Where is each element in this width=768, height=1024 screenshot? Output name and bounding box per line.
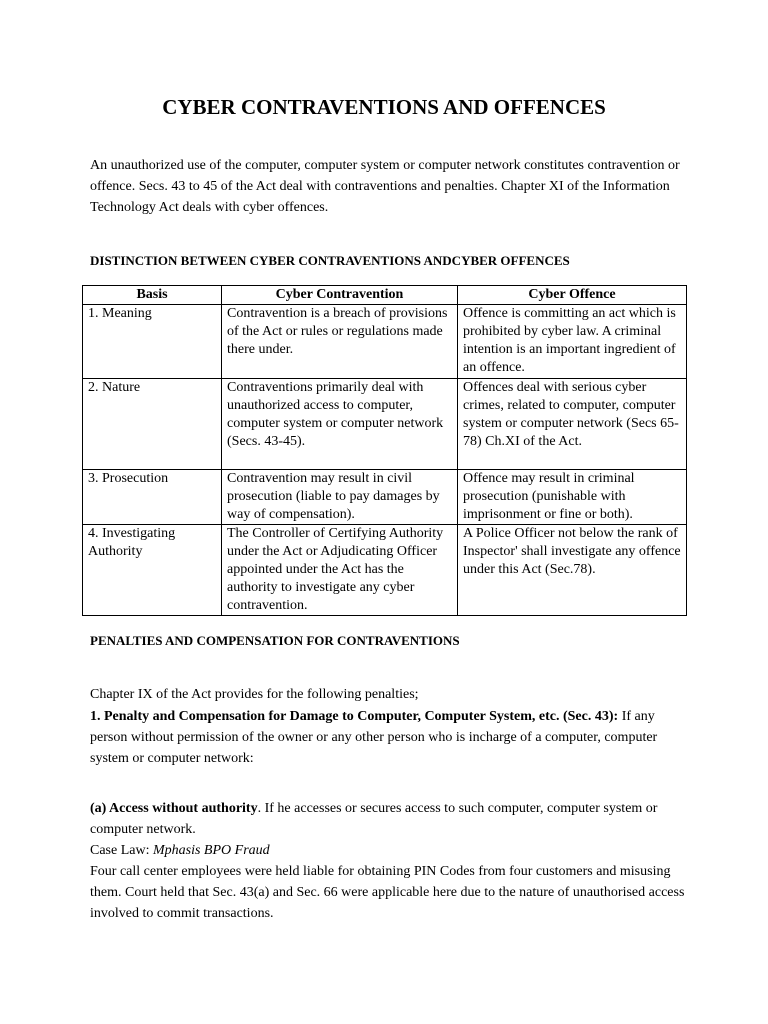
penalty-1-title: 1. Penalty and Compensation for Damage to Computer, Computer System, etc. (Sec. 43): — [90, 709, 619, 724]
penalty-1-text: If any person without permission of the owner or any other person who is incharge of a computer, computer system or computer network: — [90, 709, 658, 766]
page-title: CYBER CONTRAVENTIONS AND OFFENCES — [162, 95, 606, 119]
table-row — [83, 305, 687, 379]
cell-offence: Offence is committing an act which is prohibited by cyber law. A criminal intention is an important ingredient of an offence. — [458, 305, 687, 379]
header-contravention: Cyber Contravention — [222, 286, 458, 305]
penalties-heading: PENALTIES AND COMPENSATION FOR CONTRAVENTIONS — [90, 633, 460, 648]
intro-paragraph: An unauthorized use of the computer, computer system or computer network constitutes contravention or offence. Secs. 43 to 45 of the Act deal with contraventions and penalties. Chapter XI of the Information Technology Act deals with cyber offences. — [90, 158, 680, 215]
cell-contravention: The Controller of Certifying Authority under the Act or Adjudicating Officer appointed under the Act has the authority to investigate any cyber contravention. — [222, 525, 458, 616]
cell-basis: 3. Prosecution — [83, 470, 222, 525]
cell-contravention: Contravention may result in civil prosecution (liable to pay damages by way of compensation). — [222, 470, 458, 525]
cell-basis: 4. Investigating Authority — [83, 525, 222, 616]
cell-contravention: Contraventions primarily deal with unauthorized access to computer, computer system or computer network (Secs. 43-45). — [222, 379, 458, 470]
cell-basis: 1. Meaning — [83, 305, 222, 379]
distinction-heading: DISTINCTION BETWEEN CYBER CONTRAVENTIONS ANDCYBER OFFENCES — [90, 253, 570, 268]
cell-contravention: Contravention is a breach of provisions of the Act or rules or regulations made there under. — [222, 305, 458, 379]
table-row — [83, 379, 687, 470]
cell-offence: Offence may result in criminal prosecution (punishable with imprisonment or fine or both). — [458, 470, 687, 525]
access-title: (a) Access without authority — [90, 801, 258, 816]
penalty-1-paragraph — [90, 706, 690, 769]
table-row — [83, 470, 687, 525]
table-header-row — [83, 286, 687, 305]
access-paragraph — [90, 798, 690, 924]
case-law-text: Four call center employees were held liable for obtaining PIN Codes from four customers and misusing them. Court held that Sec. 43(a) and Sec. 66 were applicable here due to the nature of unauthorised access involved to commit transactions. — [90, 864, 685, 921]
table-row — [83, 525, 687, 616]
access-text: . If he accesses or secures access to such computer, computer system or computer network. — [90, 801, 658, 837]
header-basis: Basis — [83, 286, 222, 305]
cell-offence: A Police Officer not below the rank of Inspector' shall investigate any offence under this Act (Sec.78). — [458, 525, 687, 616]
cell-offence: Offences deal with serious cyber crimes, related to computer, computer system or computer network (Secs 65-78) Ch.XI of the Act. — [458, 379, 687, 470]
chapter-paragraph: Chapter IX of the Act provides for the following penalties; — [90, 687, 419, 702]
header-offence: Cyber Offence — [458, 286, 687, 305]
cell-basis: 2. Nature — [83, 379, 222, 470]
case-law-name: Mphasis BPO Fraud — [152, 843, 270, 858]
case-law-label: Case Law: — [90, 843, 153, 858]
comparison-table — [82, 285, 687, 616]
